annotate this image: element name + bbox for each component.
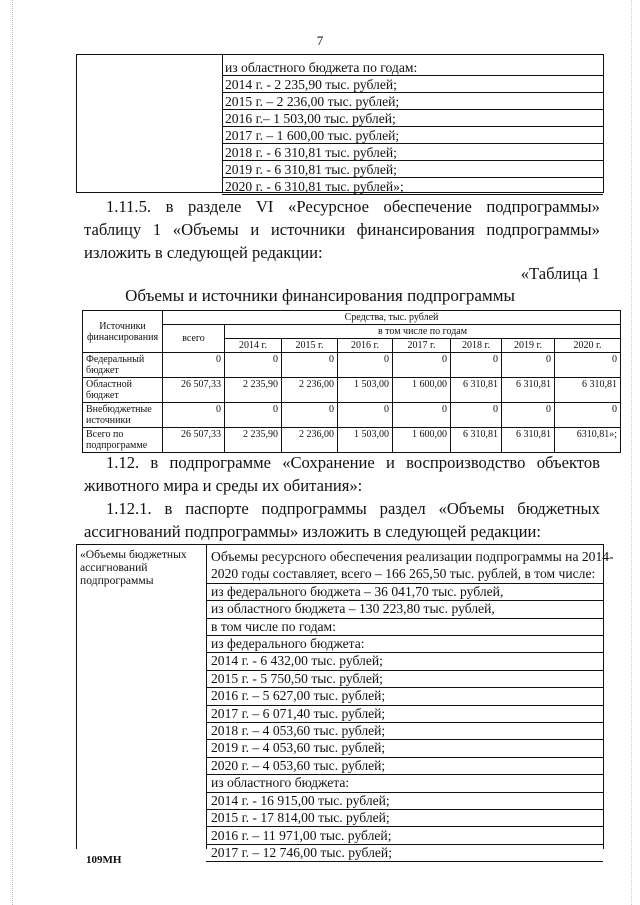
table-row-line — [206, 739, 603, 740]
budget-line: 2017 г. – 1 600,00 тыс. рублей; — [225, 128, 400, 143]
table-row-line — [222, 75, 603, 76]
budget-line: 2014 г. - 2 235,90 тыс. рублей; — [225, 77, 397, 92]
para-1-11-5-line2 — [84, 217, 600, 242]
row-value: 0 — [338, 403, 393, 428]
para-word: паспорте — [185, 499, 249, 518]
header-year: 2018 г. — [451, 339, 502, 353]
row-total: 26 507,33 — [163, 378, 225, 403]
table-row-line — [222, 143, 603, 144]
table-row-line — [206, 687, 603, 688]
passport-line: из областного бюджета: — [211, 775, 350, 791]
passport-line: 2016 г. – 11 971,00 тыс. рублей; — [211, 827, 392, 843]
row-value: 0 — [502, 403, 555, 428]
para-1-12-line2: животного мира и среды их обитания»: — [84, 476, 363, 495]
table-row-line — [206, 600, 603, 601]
scan-right-edge — [631, 0, 632, 905]
budget-line: 2020 г. - 6 310,81 тыс. рублей»; — [225, 179, 404, 194]
row-value: 0 — [502, 353, 555, 378]
table-row-line — [222, 109, 603, 110]
para-word: VI — [255, 197, 274, 216]
para-word: источники — [270, 220, 346, 239]
para-word: раздел — [379, 499, 426, 518]
passport-line: 2020 г. – 4 053,60 тыс. рублей; — [211, 757, 386, 773]
row-value: 0 — [555, 403, 621, 428]
table-row-line — [222, 126, 603, 127]
para-word: бюджетных — [517, 499, 600, 518]
header-year: 2016 г. — [338, 339, 393, 353]
passport-line: из федерального бюджета: — [211, 636, 365, 652]
para-1-12-1-line1 — [106, 496, 600, 521]
budget-line: из областного бюджета по годам: — [225, 60, 418, 75]
header-including: в том числе по годам — [225, 325, 621, 339]
table-row-line — [222, 92, 603, 93]
row-value: 2 235,90 — [225, 428, 282, 453]
row-value: 0 — [555, 353, 621, 378]
budget-line: 2016 г.– 1 503,00 тыс. рублей; — [225, 111, 396, 126]
table-row-line — [206, 618, 603, 619]
table-row-line — [206, 670, 603, 671]
para-word: воспроизводство — [406, 453, 526, 472]
budget-line: 2018 г. - 6 310,81 тыс. рублей; — [225, 145, 397, 160]
para-word: «Объемы — [172, 220, 239, 239]
row-label: Внебюджетные источники — [83, 403, 163, 428]
para-word: обеспечение — [383, 197, 472, 216]
passport-line: в том числе по годам: — [211, 618, 336, 634]
header-total: всего — [163, 325, 225, 353]
header-funds: Средства, тыс. рублей — [163, 311, 621, 325]
row-value: 2 236,00 — [282, 428, 338, 453]
header-year: 2015 г. — [282, 339, 338, 353]
para-word: 1 — [152, 220, 162, 239]
table-row-line — [222, 177, 603, 178]
para-1-11-5-line3: изложить в следующей редакции: — [84, 243, 323, 262]
para-word: подпрограммы — [261, 499, 367, 518]
table-caption: «Таблица 1 — [520, 264, 600, 283]
budget-line: 2019 г. - 6 310,81 тыс. рублей; — [225, 162, 397, 177]
table-row-line — [206, 652, 603, 653]
para-word: разделе — [188, 197, 242, 216]
para-word: в — [150, 453, 159, 472]
scan-left-edge — [12, 0, 13, 905]
table-row-line — [206, 792, 603, 793]
para-word: подпрограммы» — [486, 197, 600, 216]
para-word: 1.12. — [106, 453, 140, 472]
row-total: 0 — [163, 403, 225, 428]
para-word: финансирования — [356, 220, 475, 239]
row-label: Областной бюджет — [83, 378, 163, 403]
row-value: 2 235,90 — [225, 378, 282, 403]
table-column-divider — [206, 545, 207, 849]
table-row-line — [206, 861, 603, 862]
budget-by-year-list — [225, 59, 417, 195]
para-word: в — [164, 499, 173, 518]
passport-line: 2015 г. - 5 750,50 тыс. рублей; — [211, 670, 383, 686]
table-row — [83, 403, 621, 428]
header-sources: Источники финансирования — [83, 311, 163, 353]
table-row-line — [206, 774, 603, 775]
table-row — [83, 353, 621, 378]
table-row-line — [206, 844, 603, 845]
para-word: и — [250, 220, 260, 239]
para-word: «Сохранение — [282, 453, 375, 472]
row-value: 0 — [225, 403, 282, 428]
para-word: и — [386, 453, 395, 472]
table-row-line — [222, 160, 603, 161]
row-value: 1 503,00 — [338, 428, 393, 453]
top-continuation-table — [76, 54, 604, 193]
para-word: «Ресурсное — [288, 197, 369, 216]
header-year: 2020 г. — [555, 339, 621, 353]
row-total: 0 — [163, 353, 225, 378]
para-word: объектов — [536, 453, 600, 472]
header-year: 2014 г. — [225, 339, 282, 353]
para-word: подпрограмме — [169, 453, 271, 472]
row-label: Федеральный бюджет — [83, 353, 163, 378]
finance-table — [82, 310, 621, 453]
row-value: 6 310,81 — [451, 378, 502, 403]
table-row-line — [206, 705, 603, 706]
row-value: 6 310,81 — [451, 428, 502, 453]
table-row-line — [206, 635, 603, 636]
row-value: 6 310,81 — [555, 378, 621, 403]
row-value: 0 — [282, 403, 338, 428]
row-total: 26 507,33 — [163, 428, 225, 453]
table-row — [83, 428, 621, 453]
para-word: подпрограммы» — [486, 220, 600, 239]
para-word: таблицу — [84, 220, 142, 239]
table-row-line — [206, 757, 603, 758]
passport-line: 2014 г. - 6 432,00 тыс. рублей; — [211, 653, 383, 669]
row-value: 6 310,81 — [502, 428, 555, 453]
row-value: 1 600,00 — [393, 378, 451, 403]
row-value: 2 236,00 — [282, 378, 338, 403]
table-row — [83, 378, 621, 403]
passport-left-label: «Объемы бюджетных ассигнований подпрограммы — [80, 548, 187, 587]
table-title: Объемы и источники финансирования подпрограммы — [125, 286, 515, 305]
budget-line: 2015 г. – 2 236,00 тыс. рублей; — [225, 94, 400, 109]
row-value: 0 — [282, 353, 338, 378]
passport-line: из областного бюджета – 130 223,80 тыс. рублей, — [211, 601, 495, 617]
para-1-11-5-line1 — [106, 194, 600, 219]
row-value: 1 503,00 — [338, 378, 393, 403]
para-word: 1.11.5. — [106, 197, 152, 216]
row-value: 6 310,81 — [502, 378, 555, 403]
row-value: 1 600,00 — [393, 428, 451, 453]
table-row-line — [206, 722, 603, 723]
passport-line: из федерального бюджета – 36 041,70 тыс. рублей, — [211, 583, 504, 599]
passport-line: 2015 г. - 17 814,00 тыс. рублей; — [211, 810, 390, 826]
para-1-12-1-line2: ассигнований подпрограммы» изложить в следующей редакции: — [84, 522, 541, 541]
row-value: 0 — [393, 353, 451, 378]
header-year: 2019 г. — [502, 339, 555, 353]
header-year: 2017 г. — [393, 339, 451, 353]
row-value: 0 — [338, 353, 393, 378]
passport-line: 2014 г. - 16 915,00 тыс. рублей; — [211, 792, 390, 808]
passport-line: 2019 г. – 4 053,60 тыс. рублей; — [211, 740, 386, 756]
document-code: 109МН — [86, 854, 122, 866]
page-number: 7 — [316, 33, 324, 48]
para-word: 1.12.1. — [106, 499, 152, 518]
row-value: 0 — [393, 403, 451, 428]
table-row-line — [206, 826, 603, 827]
table-row-line — [206, 583, 603, 584]
row-label: Всего по подпрограмме — [83, 428, 163, 453]
passport-line: 2020 годы составляет, всего – 166 265,50 тыс. рублей, в том числе: — [211, 566, 596, 582]
passport-line: 2017 г. – 6 071,40 тыс. рублей; — [211, 705, 386, 721]
passport-line: 2018 г. – 4 053,60 тыс. рублей; — [211, 723, 386, 739]
row-value: 0 — [451, 403, 502, 428]
table-row-line — [206, 809, 603, 810]
para-word: «Объемы — [438, 499, 505, 518]
row-value: 6310,81»; — [555, 428, 621, 453]
passport-line: 2016 г. – 5 627,00 тыс. рублей; — [211, 688, 386, 704]
passport-line: 2017 г. – 12 746,00 тыс. рублей; — [211, 844, 392, 860]
para-1-12-line1 — [106, 450, 600, 475]
passport-line: Объемы ресурсного обеспечения реализации подпрограммы на 2014- — [211, 549, 614, 564]
row-value: 0 — [225, 353, 282, 378]
row-value: 0 — [451, 353, 502, 378]
para-word: в — [165, 197, 174, 216]
